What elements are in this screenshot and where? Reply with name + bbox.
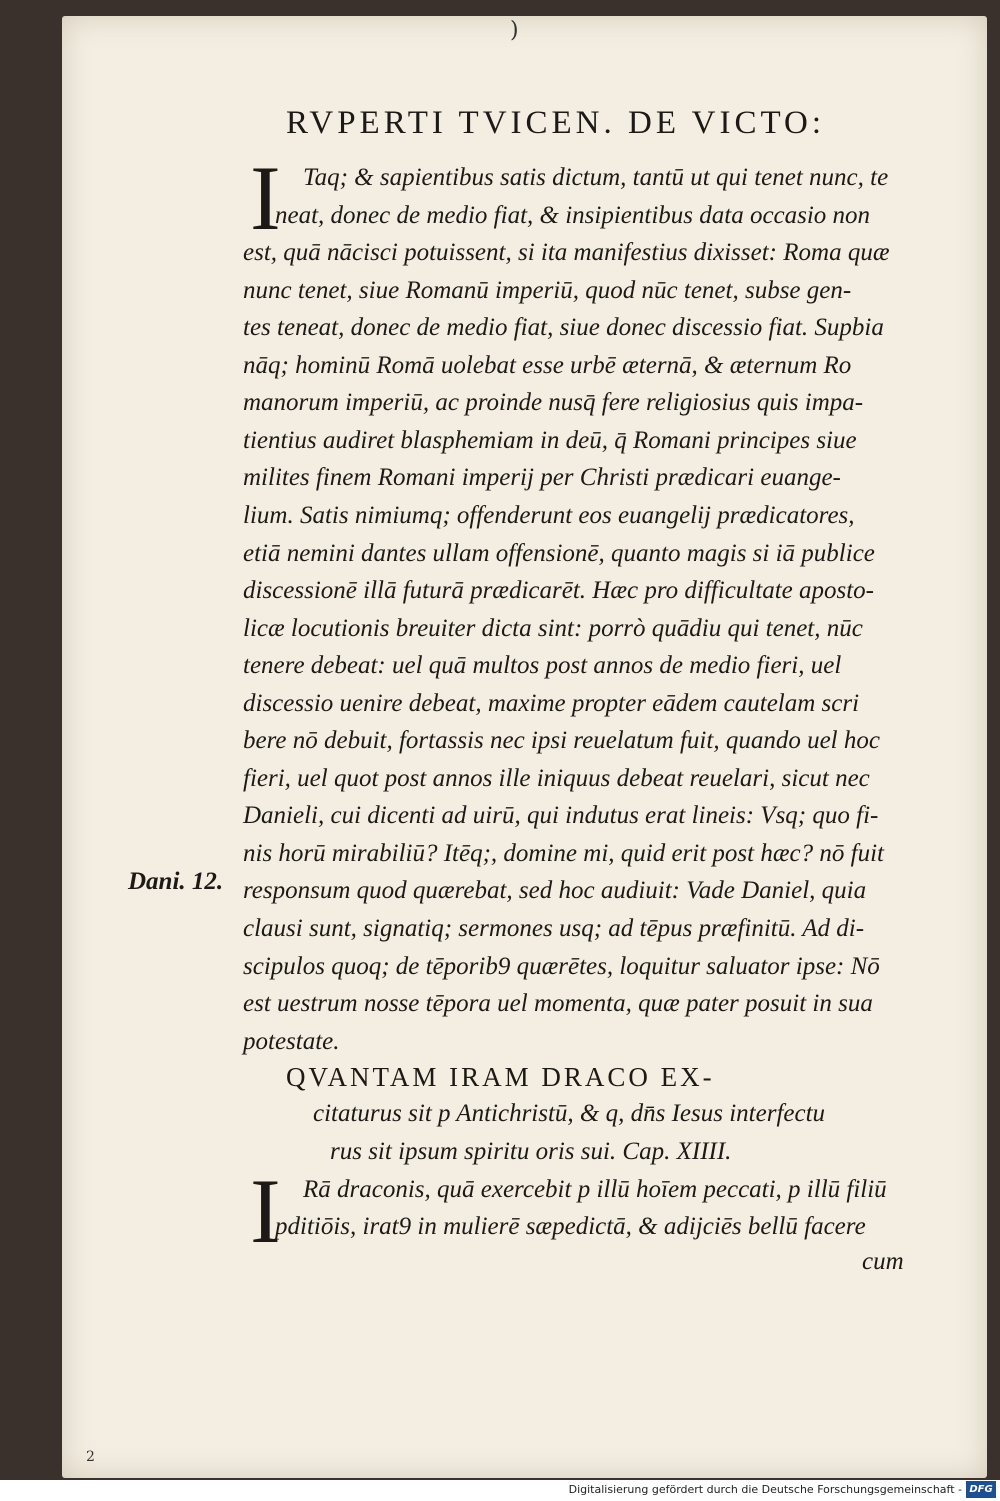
chapter-heading-line: rus sit ipsum spiritu oris sui. Cap. XIIII. [330, 1138, 732, 1165]
text-line: milites finem Romani imperij per Christi prædicari euange- [243, 464, 841, 491]
bottom-mark: 2 [86, 1449, 95, 1465]
text-line: Rā draconis, quā exercebit p illū hoīem peccati, p illū filiū [303, 1176, 887, 1203]
running-head: RVPERTI TVICEN. DE VICTO: [286, 105, 826, 141]
text-line: lium. Satis nimiumq; offenderunt eos euangelij prædicatores, [243, 502, 855, 529]
chapter-title: QVANTAM IRAM DRACO EX- [286, 1062, 715, 1092]
text-line: nāq; hominū Romā uolebat esse urbē æternā, & æternum Ro [243, 352, 852, 379]
footer-bar [0, 1480, 1000, 1501]
catchword: cum [862, 1248, 904, 1275]
text-line: fieri, uel quot post annos ille iniquus debeat reuelari, sicut nec [243, 765, 870, 792]
text-line: scipulos quoq; de tēporib9 quærētes, loquitur saluator ipse: Nō [243, 953, 880, 980]
text-line: est, quā nācisci potuissent, si ita manifestius dixisset: Roma quæ [243, 239, 890, 266]
text-line: bere nō debuit, fortassis nec ipsi reuelatum fuit, quando uel hoc [243, 727, 880, 754]
text-line: tes teneat, donec de medio fiat, siue donec discessio fiat. Supbia [243, 314, 884, 341]
text-line: manorum imperiū, ac proinde nusq̄ fere religiosius quis impa- [243, 389, 864, 416]
text-line: licæ locutionis breuiter dicta sint: porrò quādiu qui tenet, nūc [243, 615, 863, 642]
text-line: nunc tenet, siue Romanū imperiū, quod nūc tenet, subse gen- [243, 277, 852, 304]
text-line: Danieli, cui dicenti ad uirū, qui indutus erat lineis: Vsq; quo fi- [243, 802, 879, 829]
text-line: potestate. [243, 1028, 340, 1055]
text-line: tenere debeat: uel quā multos post annos de medio fieri, uel [243, 652, 842, 679]
drop-cap-initial: I [250, 1160, 281, 1262]
margin-note: Dani. 12. [128, 868, 224, 895]
text-line: discessio uenire debeat, maxime propter eādem cautelam scri [243, 690, 860, 717]
text-line: tientius audiret blasphemiam in deū, q̄ Romani principes siue [243, 427, 857, 454]
footer-credit: Digitalisierung gefördert durch die Deutsche Forschungsgemeinschaft - [568, 1483, 962, 1496]
text-line: est uestrum nosse tēpora uel momenta, quæ pater posuit in sua [243, 990, 873, 1017]
page-mark: ) [510, 18, 519, 43]
text-line: Taq; & sapientibus satis dictum, tantū ut qui tenet nunc, te [303, 164, 889, 191]
drop-cap-initial: I [250, 147, 281, 249]
chapter-heading-line: citaturus sit p Antichristū, & q, dn̄s Iesus interfectu [313, 1100, 826, 1127]
text-line: etiā nemini dantes ullam offensionē, quanto magis si iā publice [243, 540, 875, 567]
text-line: nis horū mirabiliū? Itēq;, domine mi, quid erit post hæc? nō fuit [243, 840, 884, 867]
dfg-logo: DFG [966, 1481, 996, 1498]
text-line: responsum quod quærebat, sed hoc audiuit: Vade Daniel, quia [243, 877, 867, 904]
text-line: pditiōis, irat9 in mulierē sæpedictā, & adijciēs bellū facere [275, 1213, 866, 1240]
text-line: neat, donec de medio fiat, & insipientibus data occasio non [275, 202, 871, 229]
text-line: discessionē illā futurā prædicarēt. Hæc pro difficultate aposto- [243, 577, 874, 604]
text-line: clausi sunt, signatiq; sermones usq; ad tēpus præfinitū. Ad di- [243, 915, 865, 942]
